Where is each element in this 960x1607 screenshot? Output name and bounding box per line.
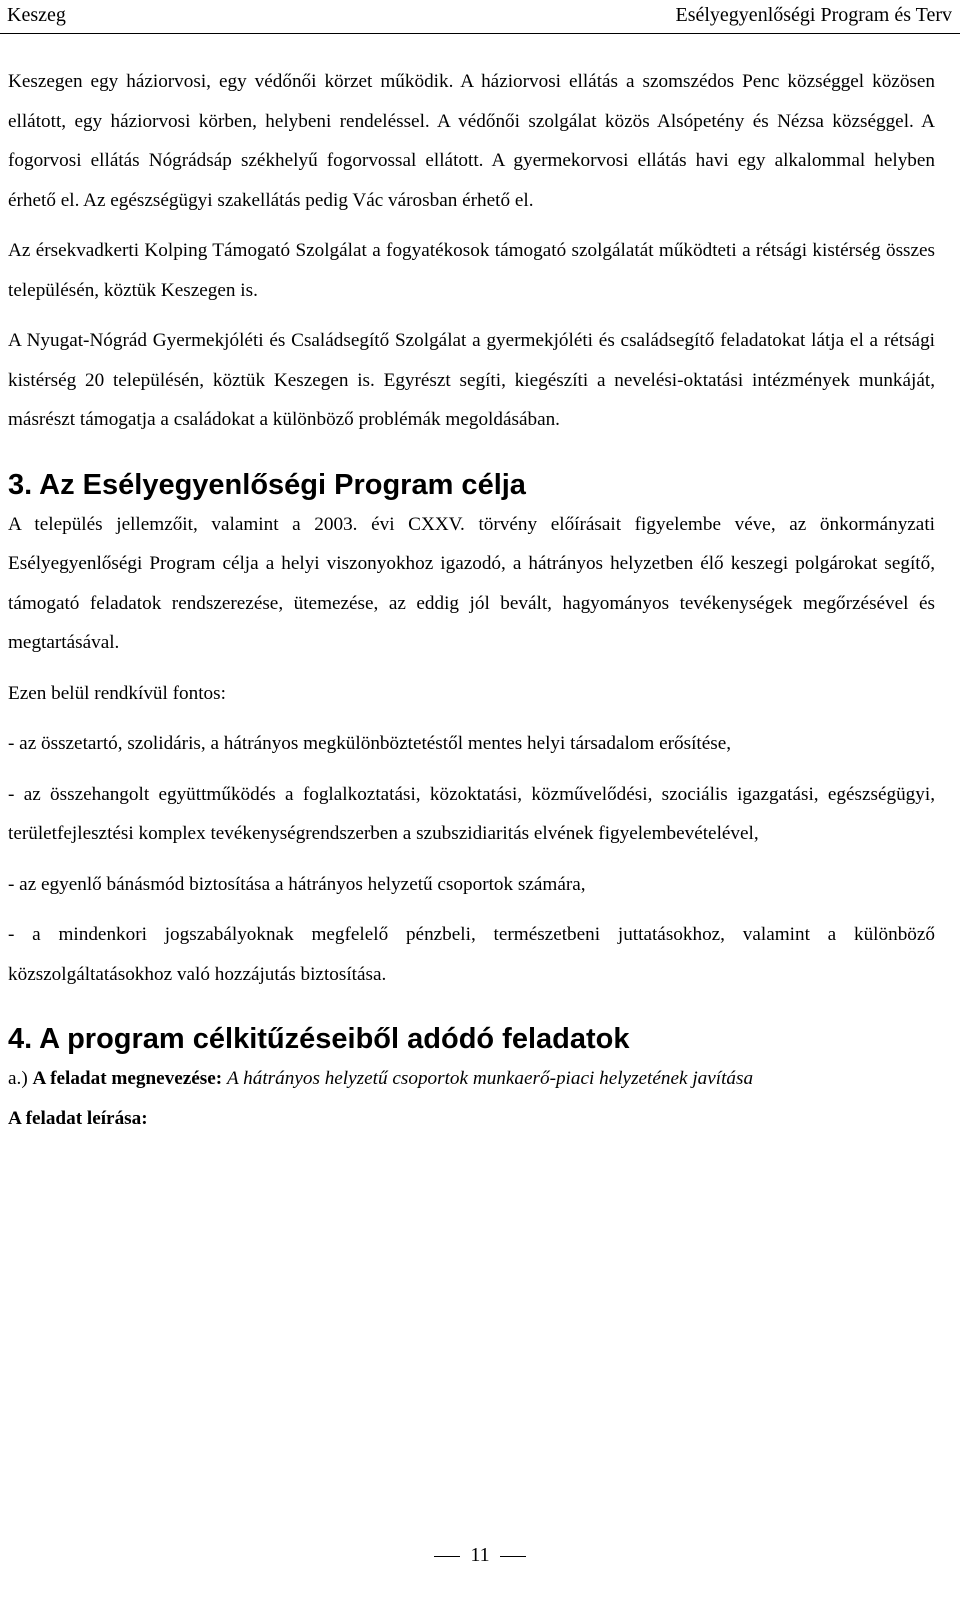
section-3-intro: Ezen belül rendkívül fontos: <box>8 682 226 704</box>
header-rule <box>0 33 960 34</box>
header-left: Keszeg <box>7 4 66 26</box>
page-content <box>8 62 935 1149</box>
description-label: A feladat leírása: <box>8 1107 148 1129</box>
page-header <box>0 0 960 34</box>
page-footer <box>0 1540 960 1570</box>
footer-dash-right <box>500 1556 526 1557</box>
list-item: - az egyenlő bánásmód biztosítása a hátrányos helyzetű csoportok számára, <box>8 873 586 895</box>
paragraph-kolping: Az érsekvadkerti Kolping Támogató Szolgálat a fogyatékosok támogató szolgálatát működteti a rétsági kistérség összes településén, köztük Keszegen is. <box>8 240 935 301</box>
paragraph-family-support: A Nyugat-Nógrád Gyermekjóléti és Családsegítő Szolgálat a gyermekjóléti és családsegítő feladatokat látja el a rétsági kistérség 20 településén, köztük Keszegen is. Egyrészt segíti, kiegészíti a nevelési-oktatási intézmények munkáját, másrészt támogatja a családokat a különböző problémák megoldásában. <box>8 330 935 430</box>
paragraph-health-care: Keszegen egy háziorvosi, egy védőnői körzet működik. A háziorvosi ellátás a szomszédos Penc községgel közösen ellátott, egy háziorvosi körben, helybeni rendeléssel. A védőnői szolgálat közös Alsópetény és Nézsa községgel. A fogorvosi ellátás Nógrádsáp székhelyű fogorvossal ellátott. A gyermekorvosi ellátás havi egy alkalommal helyben érhető el. Az egészségügyi szakellátás pedig Vác városban érhető el. <box>8 71 935 211</box>
task-name: A hátrányos helyzetű csoportok munkaerő-piaci helyzetének javítása <box>226 1068 754 1089</box>
task-line <box>8 1059 935 1099</box>
list-item: - az összetartó, szolidáris, a hátrányos megkülönböztetéstől mentes helyi társadalom erősítése, <box>8 733 732 754</box>
list-item: - az összehangolt együttműködés a foglalkoztatási, közoktatási, közművelődési, szociális igazgatási, egészségügyi, területfejlesztési komplex tevékenységrendszerben a szubszidiaritás elvének figyelembevételével, <box>8 783 935 844</box>
section-4-heading: 4. A program célkitűzéseiből adódó feladatok <box>8 1023 630 1055</box>
task-label: A feladat megnevezése: <box>32 1068 223 1089</box>
list-item: - a mindenkori jogszabályoknak megfelelő pénzbeli, természetbeni juttatásokhoz, valamint a különböző közszolgáltatásokhoz való hozzájutás biztosítása. <box>8 924 935 985</box>
header-right: Esélyegyenlőségi Program és Terv <box>675 4 952 26</box>
description-line <box>8 1099 935 1139</box>
section-3-paragraph: A település jellemzőit, valamint a 2003. évi CXXV. törvény előírásait figyelembe véve, az önkormányzati Esélyegyenlőségi Program célja a helyi viszonyokhoz igazodó, a hátrányos helyzetben élő keszegi polgárokat segítő, támogató feladatok rendszerezése, ütemezése, az eddig jól bevált, hagyományos tevékenységek megőrzésével és megtartásával. <box>8 513 935 653</box>
section-3-heading: 3. Az Esélyegyenlőségi Program célja <box>8 468 526 501</box>
page-number: 11 <box>470 1544 490 1566</box>
footer-dash-left <box>434 1556 460 1557</box>
task-prefix: a.) <box>8 1068 28 1089</box>
